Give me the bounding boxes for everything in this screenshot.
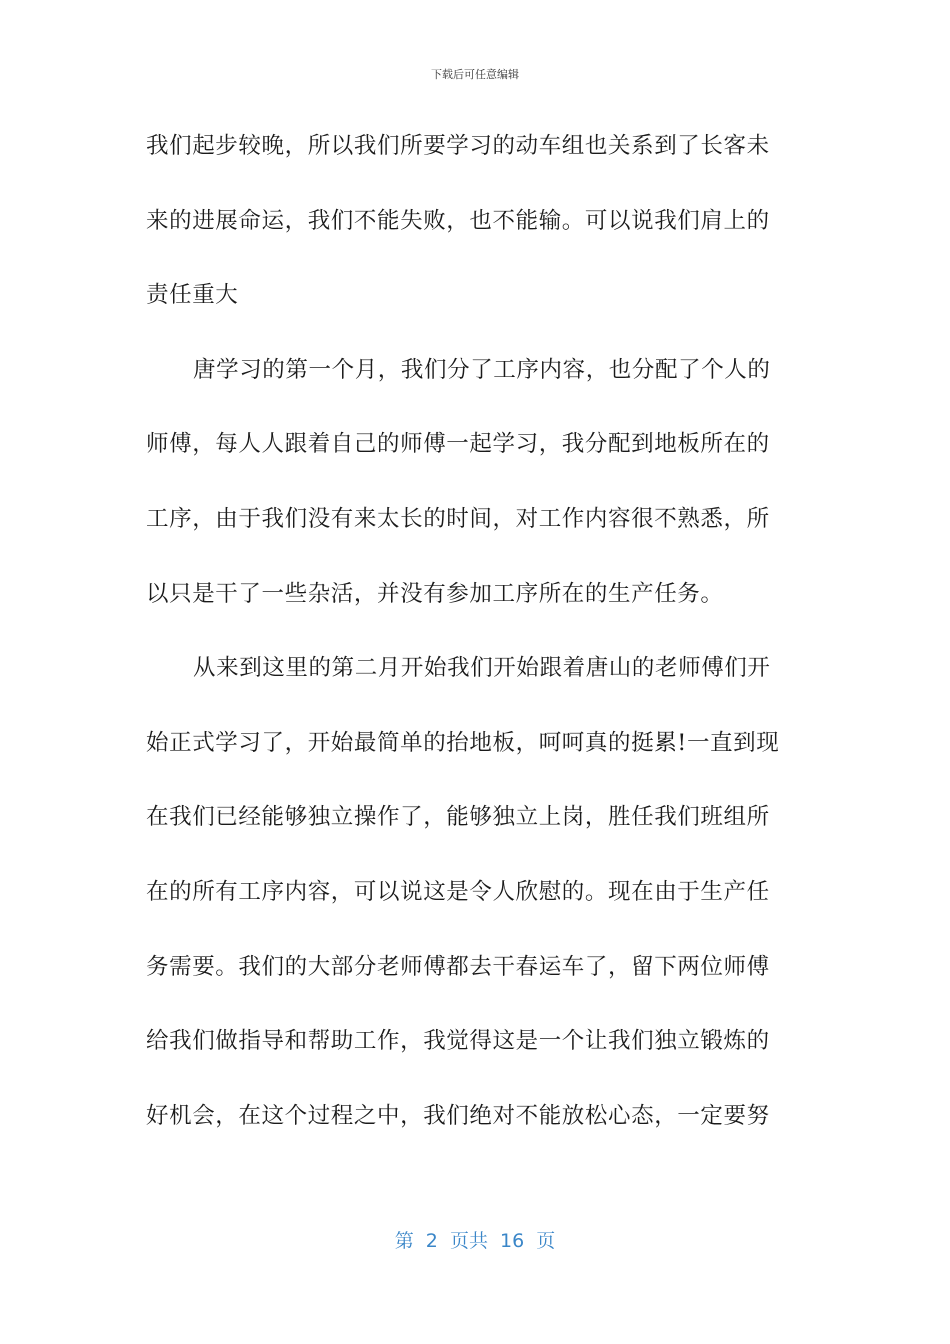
paragraph-first-line: 从来到这里的第二月开始我们开始跟着唐山的老师傅们开 xyxy=(193,655,771,682)
text-line: 好机会，在这个过程之中，我们绝对不能放松心态，一定要努 xyxy=(146,1102,770,1129)
text-line: 来的进展命运，我们不能失败，也不能输。可以说我们肩上的 xyxy=(146,207,770,234)
text-line: 工序，由于我们没有来太长的时间，对工作内容很不熟悉，所 xyxy=(146,505,770,532)
text-line: 以只是干了一些杂活，并没有参加工序所在的生产任务。 xyxy=(146,580,724,607)
page-number-footer: 第 2 页共 16 页 xyxy=(394,1230,556,1252)
text-line: 务需要。我们的大部分老师傅都去干春运车了，留下两位师傅 xyxy=(146,953,770,980)
page-header-note: 下载后可任意编辑 xyxy=(431,68,519,81)
text-line: 我们起步较晚，所以我们所要学习的动车组也关系到了长客未 xyxy=(146,133,770,159)
text-line: 给我们做指导和帮助工作，我觉得这是一个让我们独立锻炼的 xyxy=(146,1028,770,1055)
text-line: 师傅，每人人跟着自己的师傅一起学习，我分配到地板所在的 xyxy=(146,431,770,458)
text-line: 始正式学习了，开始最简单的抬地板，呵呵真的挺累!一直到现 xyxy=(146,729,780,756)
text-line: 在我们已经能够独立操作了，能够独立上岗，胜任我们班组所 xyxy=(146,804,770,831)
text-line: 责任重大 xyxy=(146,282,239,309)
document-body xyxy=(146,124,806,1168)
text-line: 在的所有工序内容，可以说这是令人欣慰的。现在由于生产任 xyxy=(146,878,770,905)
paragraph-first-line: 唐学习的第一个月，我们分了工序内容，也分配了个人的 xyxy=(193,356,771,383)
